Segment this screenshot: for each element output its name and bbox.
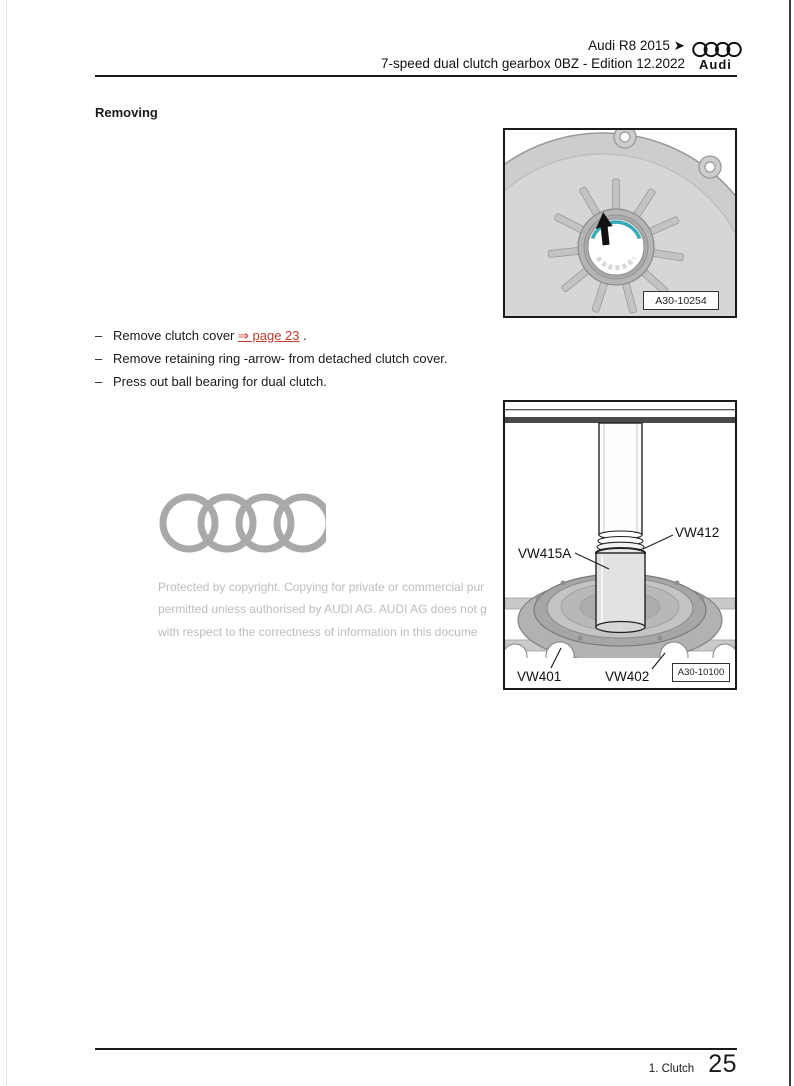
- tool-label-vw415a: VW415A: [518, 546, 572, 561]
- footer-section-label: 1. Clutch: [648, 1063, 695, 1075]
- bullet-dash: –: [95, 328, 103, 343]
- tool-label-vw412: VW412: [675, 525, 720, 540]
- audi-wordmark: Audi: [699, 57, 732, 72]
- footer-rule: [95, 1048, 737, 1050]
- tool-label-vw402: VW402: [605, 669, 650, 684]
- step-text-suffix: .: [299, 328, 307, 343]
- page-number: 25: [708, 1050, 737, 1078]
- step-text: Remove retaining ring -arrow- from detached clutch cover.: [113, 351, 448, 366]
- header-rule: [95, 75, 737, 77]
- step-text-prefix: Remove clutch cover: [113, 328, 238, 343]
- press-tool-illustration: [505, 402, 735, 688]
- watermark-line: with respect to the correctness of information in this docume: [158, 624, 478, 639]
- figure-id-badge: A30-10254: [643, 291, 719, 310]
- press-crossbeam-line: [505, 409, 735, 410]
- copyright-watermark: [158, 576, 505, 643]
- bolt-ear: [614, 130, 636, 148]
- figure-press-tool: [503, 400, 737, 690]
- press-ram: [596, 423, 645, 558]
- step-text: Press out ball bearing for dual clutch.: [113, 374, 327, 389]
- press-crossbeam: [505, 417, 735, 423]
- figure-clutch-cover: [503, 128, 737, 318]
- bolt-ear: [699, 156, 721, 178]
- step-text: [113, 329, 307, 343]
- audi-rings-watermark-icon: [158, 492, 326, 554]
- list-item: [95, 375, 448, 389]
- list-item: [95, 352, 448, 366]
- list-item: [95, 329, 448, 343]
- press-sleeve: [596, 553, 645, 633]
- bullet-dash: –: [95, 351, 103, 366]
- bullet-dash: –: [95, 374, 103, 389]
- section-title: Removing: [95, 105, 158, 120]
- page-edge-line-right: [789, 0, 791, 1086]
- page-header: [381, 37, 685, 73]
- figure-id-badge: A30-10100: [672, 663, 730, 682]
- watermark-line: Protected by copyright. Copying for private or commercial pur: [158, 580, 485, 594]
- tool-label-vw401: VW401: [517, 669, 562, 684]
- page-footer: [649, 1050, 737, 1079]
- header-doc-line: 7-speed dual clutch gearbox 0BZ - Edition 12.2022: [381, 56, 685, 71]
- page-23-link[interactable]: ⇒ page 23: [238, 328, 300, 343]
- header-model-line: Audi R8 2015 ➤: [588, 38, 685, 53]
- watermark-line: permitted unless authorised by AUDI AG. AUDI AG does not g: [158, 602, 487, 617]
- clutch-cover-illustration: [505, 130, 735, 316]
- instruction-list: [95, 329, 448, 398]
- page-edge-line-left: [6, 0, 7, 1086]
